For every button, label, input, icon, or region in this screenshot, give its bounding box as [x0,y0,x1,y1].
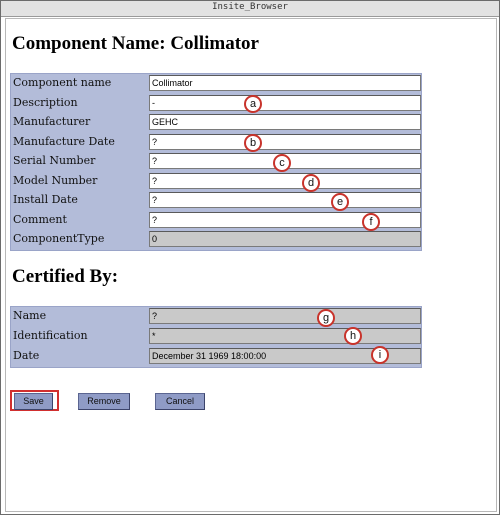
field-label: Manufacture Date [13,134,115,148]
manufacturer-input[interactable]: GEHC [149,114,421,130]
serial-number-input[interactable]: ? [149,153,421,169]
field-label: Manufacturer [13,115,91,128]
row-manufacture-date [11,133,421,152]
certified-heading: Certified By: [12,266,119,287]
cert-name-field: ? [149,308,421,324]
row-comment [11,211,421,230]
component-form [10,73,422,251]
callout-marker-d: d [302,174,320,192]
row-cert-name [11,307,421,326]
field-label: Date [13,349,40,362]
field-label: Install Date [13,193,78,206]
callout-marker-e: e [331,193,349,211]
row-model-number [11,172,421,191]
field-label: Name [13,309,47,322]
remove-button[interactable]: Remove [78,393,130,410]
callout-marker-i: i [371,346,389,364]
field-label: Description [13,95,78,109]
callout-marker-c: c [273,154,291,172]
row-install-date [11,191,421,210]
save-button[interactable]: Save [14,393,53,410]
comment-input[interactable]: ? [149,212,421,228]
cert-date-field: December 31 1969 18:00:00 [149,348,421,364]
field-label: Identification [13,329,88,342]
row-component-type [11,230,421,249]
row-component-name [11,74,421,93]
cert-identification-field: * [149,328,421,344]
callout-marker-a: a [244,95,262,113]
field-label: Serial Number [13,154,96,167]
window-title: Insite_Browser [212,2,288,12]
component-heading: Component Name: Collimator [12,33,259,54]
title-bar [1,1,499,17]
row-cert-date [11,347,421,366]
callout-marker-f: f [362,213,380,231]
field-label: ComponentType [13,232,105,245]
callout-marker-g: g [317,309,335,327]
component-name-input[interactable]: Collimator [149,75,421,91]
row-serial-number [11,152,421,171]
description-input[interactable]: - [149,95,421,111]
field-label: Comment [13,212,67,226]
row-manufacturer [11,113,421,132]
row-description [11,94,421,113]
callout-marker-b: b [244,134,262,152]
model-number-input[interactable]: ? [149,173,421,189]
manufacture-date-input[interactable]: ? [149,134,421,150]
component-type-field: 0 [149,231,421,247]
install-date-input[interactable]: ? [149,192,421,208]
field-label: Component name [13,76,112,89]
field-label: Model Number [13,173,98,187]
cancel-button[interactable]: Cancel [155,393,205,410]
callout-marker-h: h [344,327,362,345]
